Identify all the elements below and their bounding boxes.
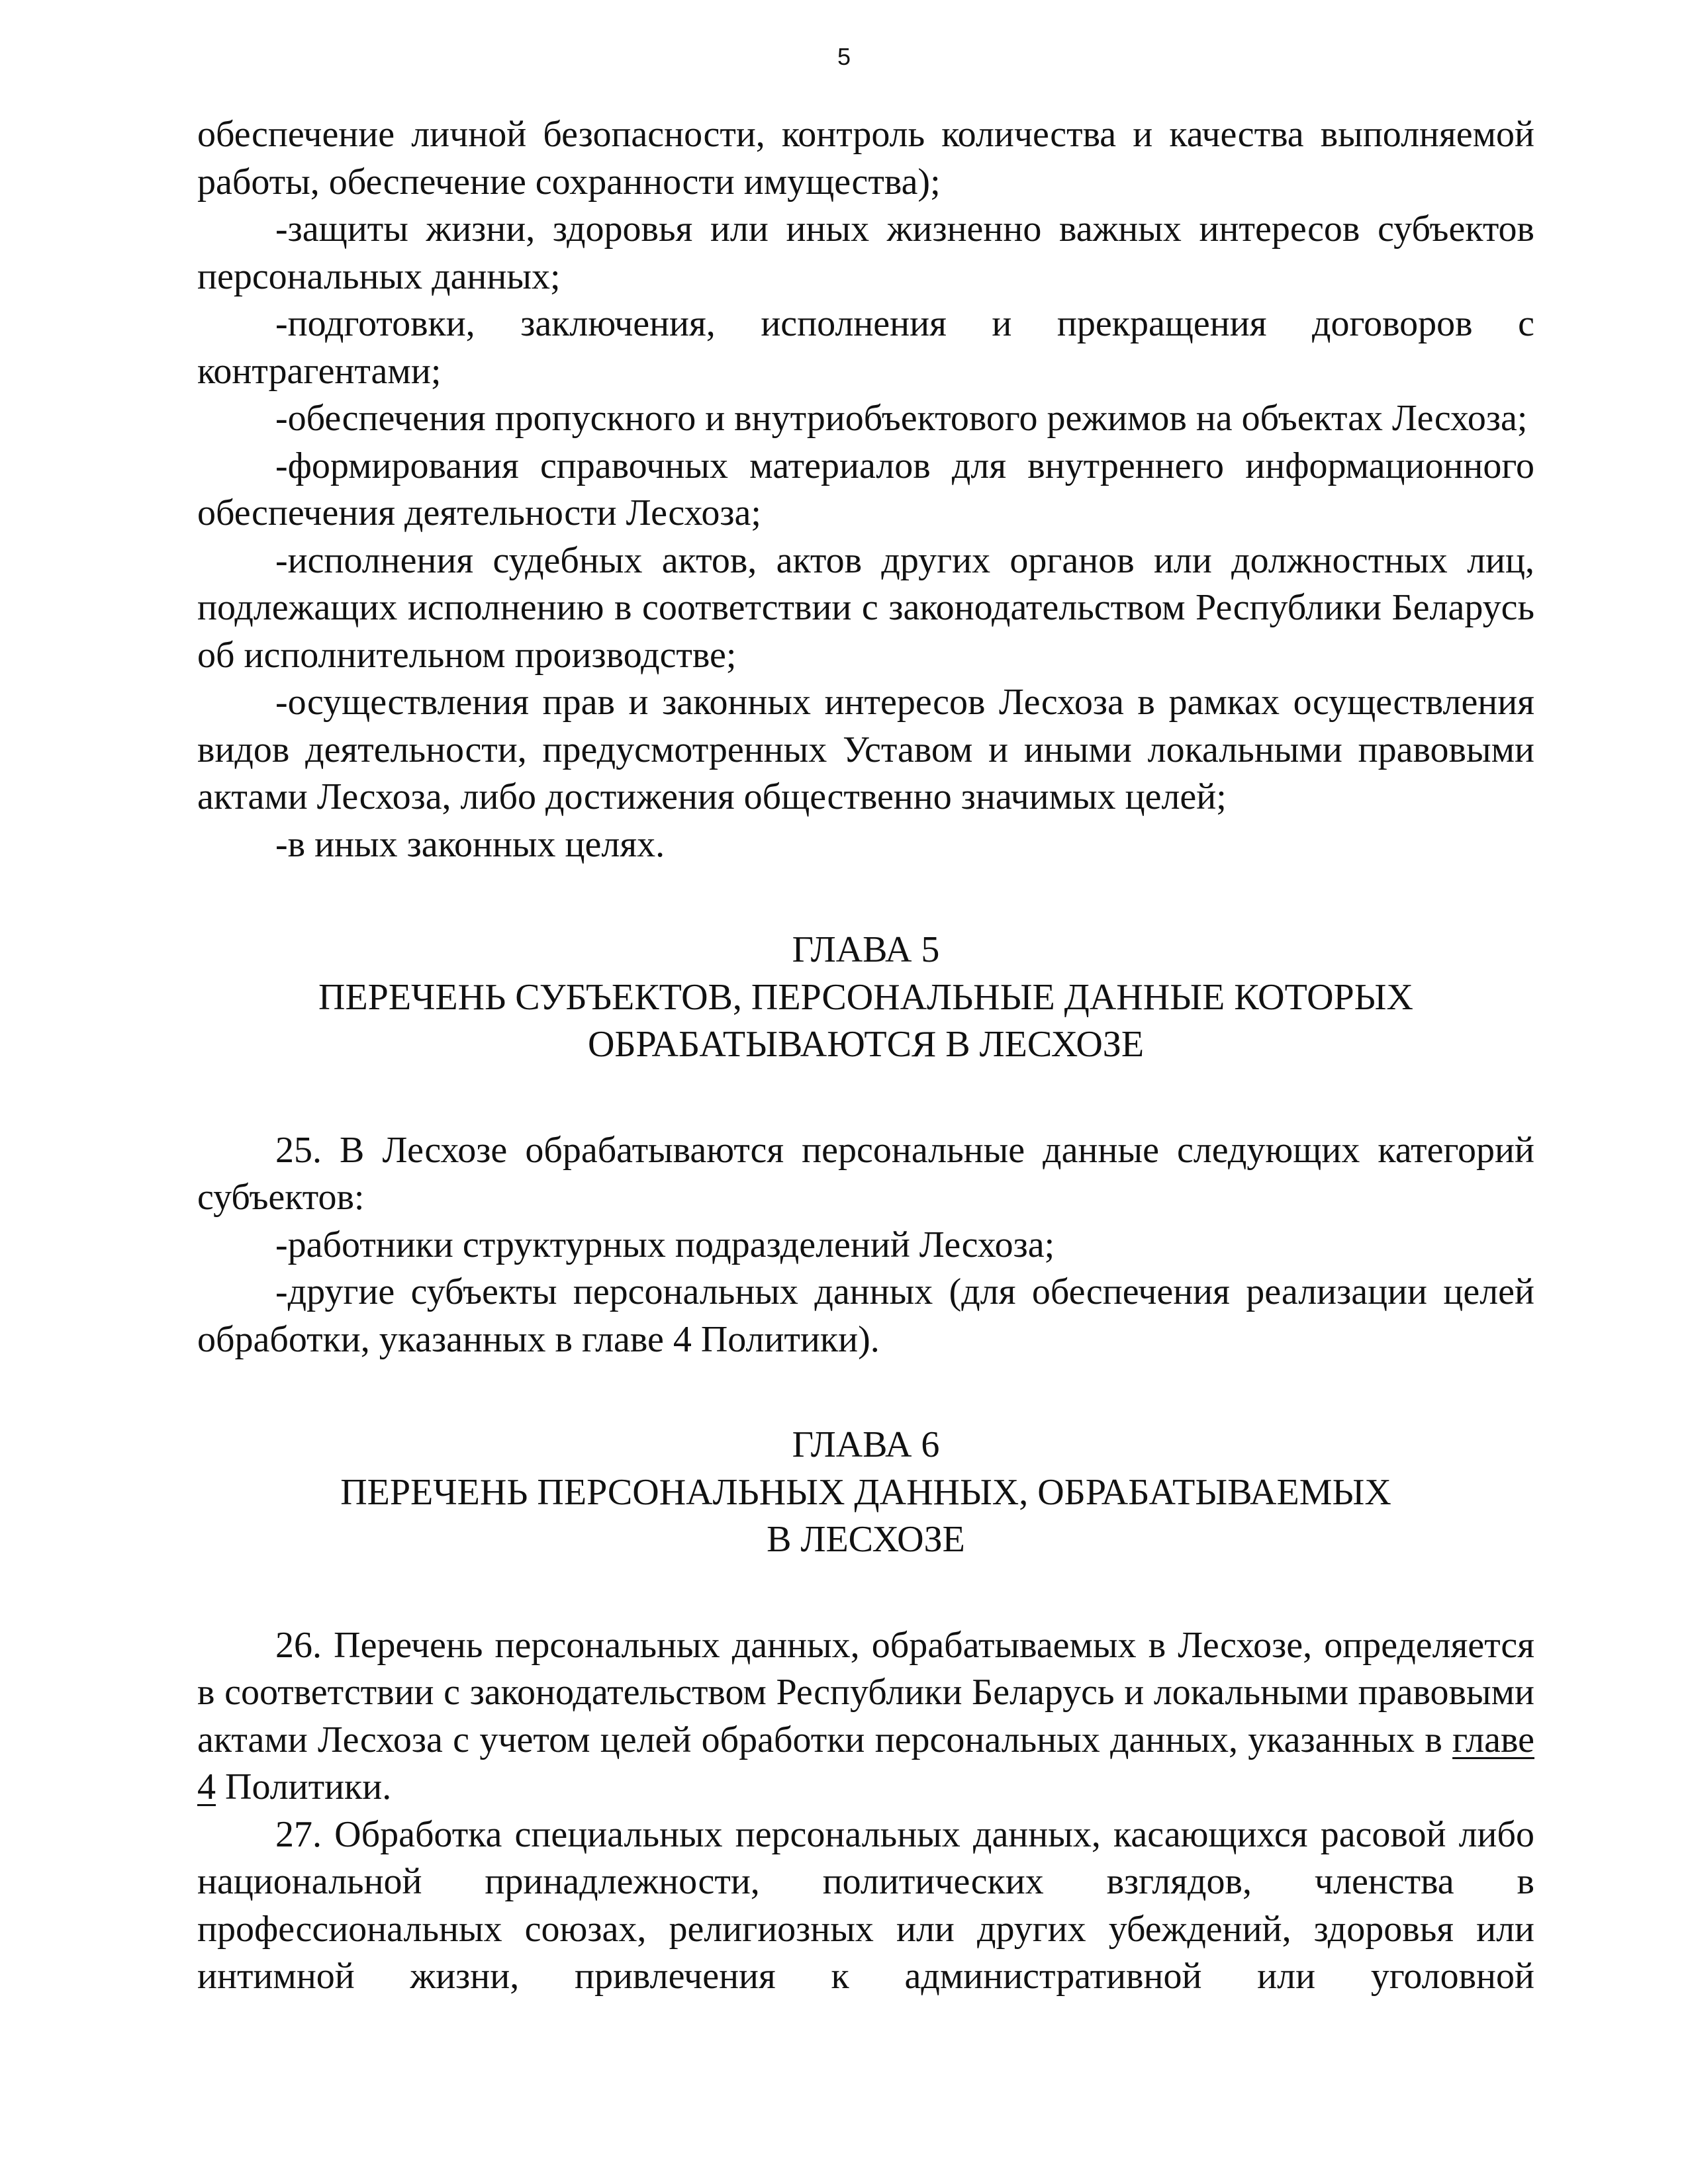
paragraph-25: 25. В Лесхозе обрабатываются персональные данные следующих категорий субъектов: bbox=[197, 1129, 1534, 1218]
list-item-employees: -работники структурных подразделений Лесхоза; bbox=[275, 1224, 1055, 1265]
paragraph-26-tail: Политики. bbox=[216, 1766, 392, 1807]
list-item-legal-interests: -осуществления прав и законных интересов Лесхоза в рамках осуществления видов деятельности, предусмотренных Уставом и иными локальными правовыми актами Лесхоза, либо достижения общественно значимых целей; bbox=[197, 682, 1534, 817]
list-item-contracts: -подготовки, заключения, исполнения и прекращения договоров с контрагентами; bbox=[197, 303, 1534, 392]
chapter-6-number: ГЛАВА 6 bbox=[792, 1424, 940, 1465]
document-body bbox=[197, 111, 1534, 2001]
paragraph-26 bbox=[197, 1622, 1534, 1811]
chapter-5-title-line-1: ПЕРЕЧЕНЬ СУБЪЕКТОВ, ПЕРСОНАЛЬНЫЕ ДАННЫЕ КОТОРЫХ bbox=[318, 976, 1413, 1018]
page-number: 5 bbox=[837, 43, 851, 70]
paragraph-27: 27. Обработка специальных персональных данных, касающихся расовой либо национальной принадлежности, политических взглядов, членства в профессиональных союзах, религиозных или других убеждений, здоровья или интимной жизни, привлечения к административной или уголовной bbox=[197, 1813, 1534, 1997]
chapter-4-reference-link[interactable]: главе 4 bbox=[197, 1719, 1534, 1807]
chapter-5-heading-block bbox=[197, 927, 1534, 1069]
paragraph-26-text: 26. Перечень персональных данных, обрабатываемых в Лесхозе, определяется в соответствии с законодательством Республики Беларусь и локальными правовыми актами Лесхоза с учетом целей обработки персональных данных, указанных в bbox=[197, 1624, 1534, 1760]
list-item-court-acts: -исполнения судебных актов, актов других органов или должностных лиц, подлежащих исполнению в соответствии с законодательством Республики Беларусь об исполнительном производстве; bbox=[197, 539, 1534, 676]
chapter-5-title-line-2: ОБРАБАТЫВАЮТСЯ В ЛЕСХОЗЕ bbox=[587, 1024, 1145, 1065]
chapter-6-title-line-1: ПЕРЕЧЕНЬ ПЕРСОНАЛЬНЫХ ДАННЫХ, ОБРАБАТЫВАЕМЫХ bbox=[340, 1471, 1391, 1513]
paragraph-continuation: обеспечение личной безопасности, контроль количества и качества выполняемой работы, обеспечение сохранности имущества); bbox=[197, 114, 1534, 203]
chapter-6-title-line-2: В ЛЕСХОЗЕ bbox=[767, 1519, 965, 1560]
list-item-reference-materials: -формирования справочных материалов для внутреннего информационного обеспечения деятельности Лесхоза; bbox=[197, 445, 1534, 533]
list-item-access-regime: -обеспечения пропускного и внутриобъектового режимов на объектах Лесхоза; bbox=[275, 398, 1528, 439]
list-item-other-purposes: -в иных законных целях. bbox=[275, 823, 665, 865]
list-item-life-protection: -защиты жизни, здоровья или иных жизненно важных интересов субъектов персональных данных; bbox=[197, 208, 1534, 297]
chapter-5-number: ГЛАВА 5 bbox=[792, 929, 940, 970]
chapter-6-heading-block bbox=[197, 1422, 1534, 1564]
list-item-other-subjects: -другие субъекты персональных данных (для обеспечения реализации целей обработки, указанных в главе 4 Политики). bbox=[197, 1271, 1534, 1360]
